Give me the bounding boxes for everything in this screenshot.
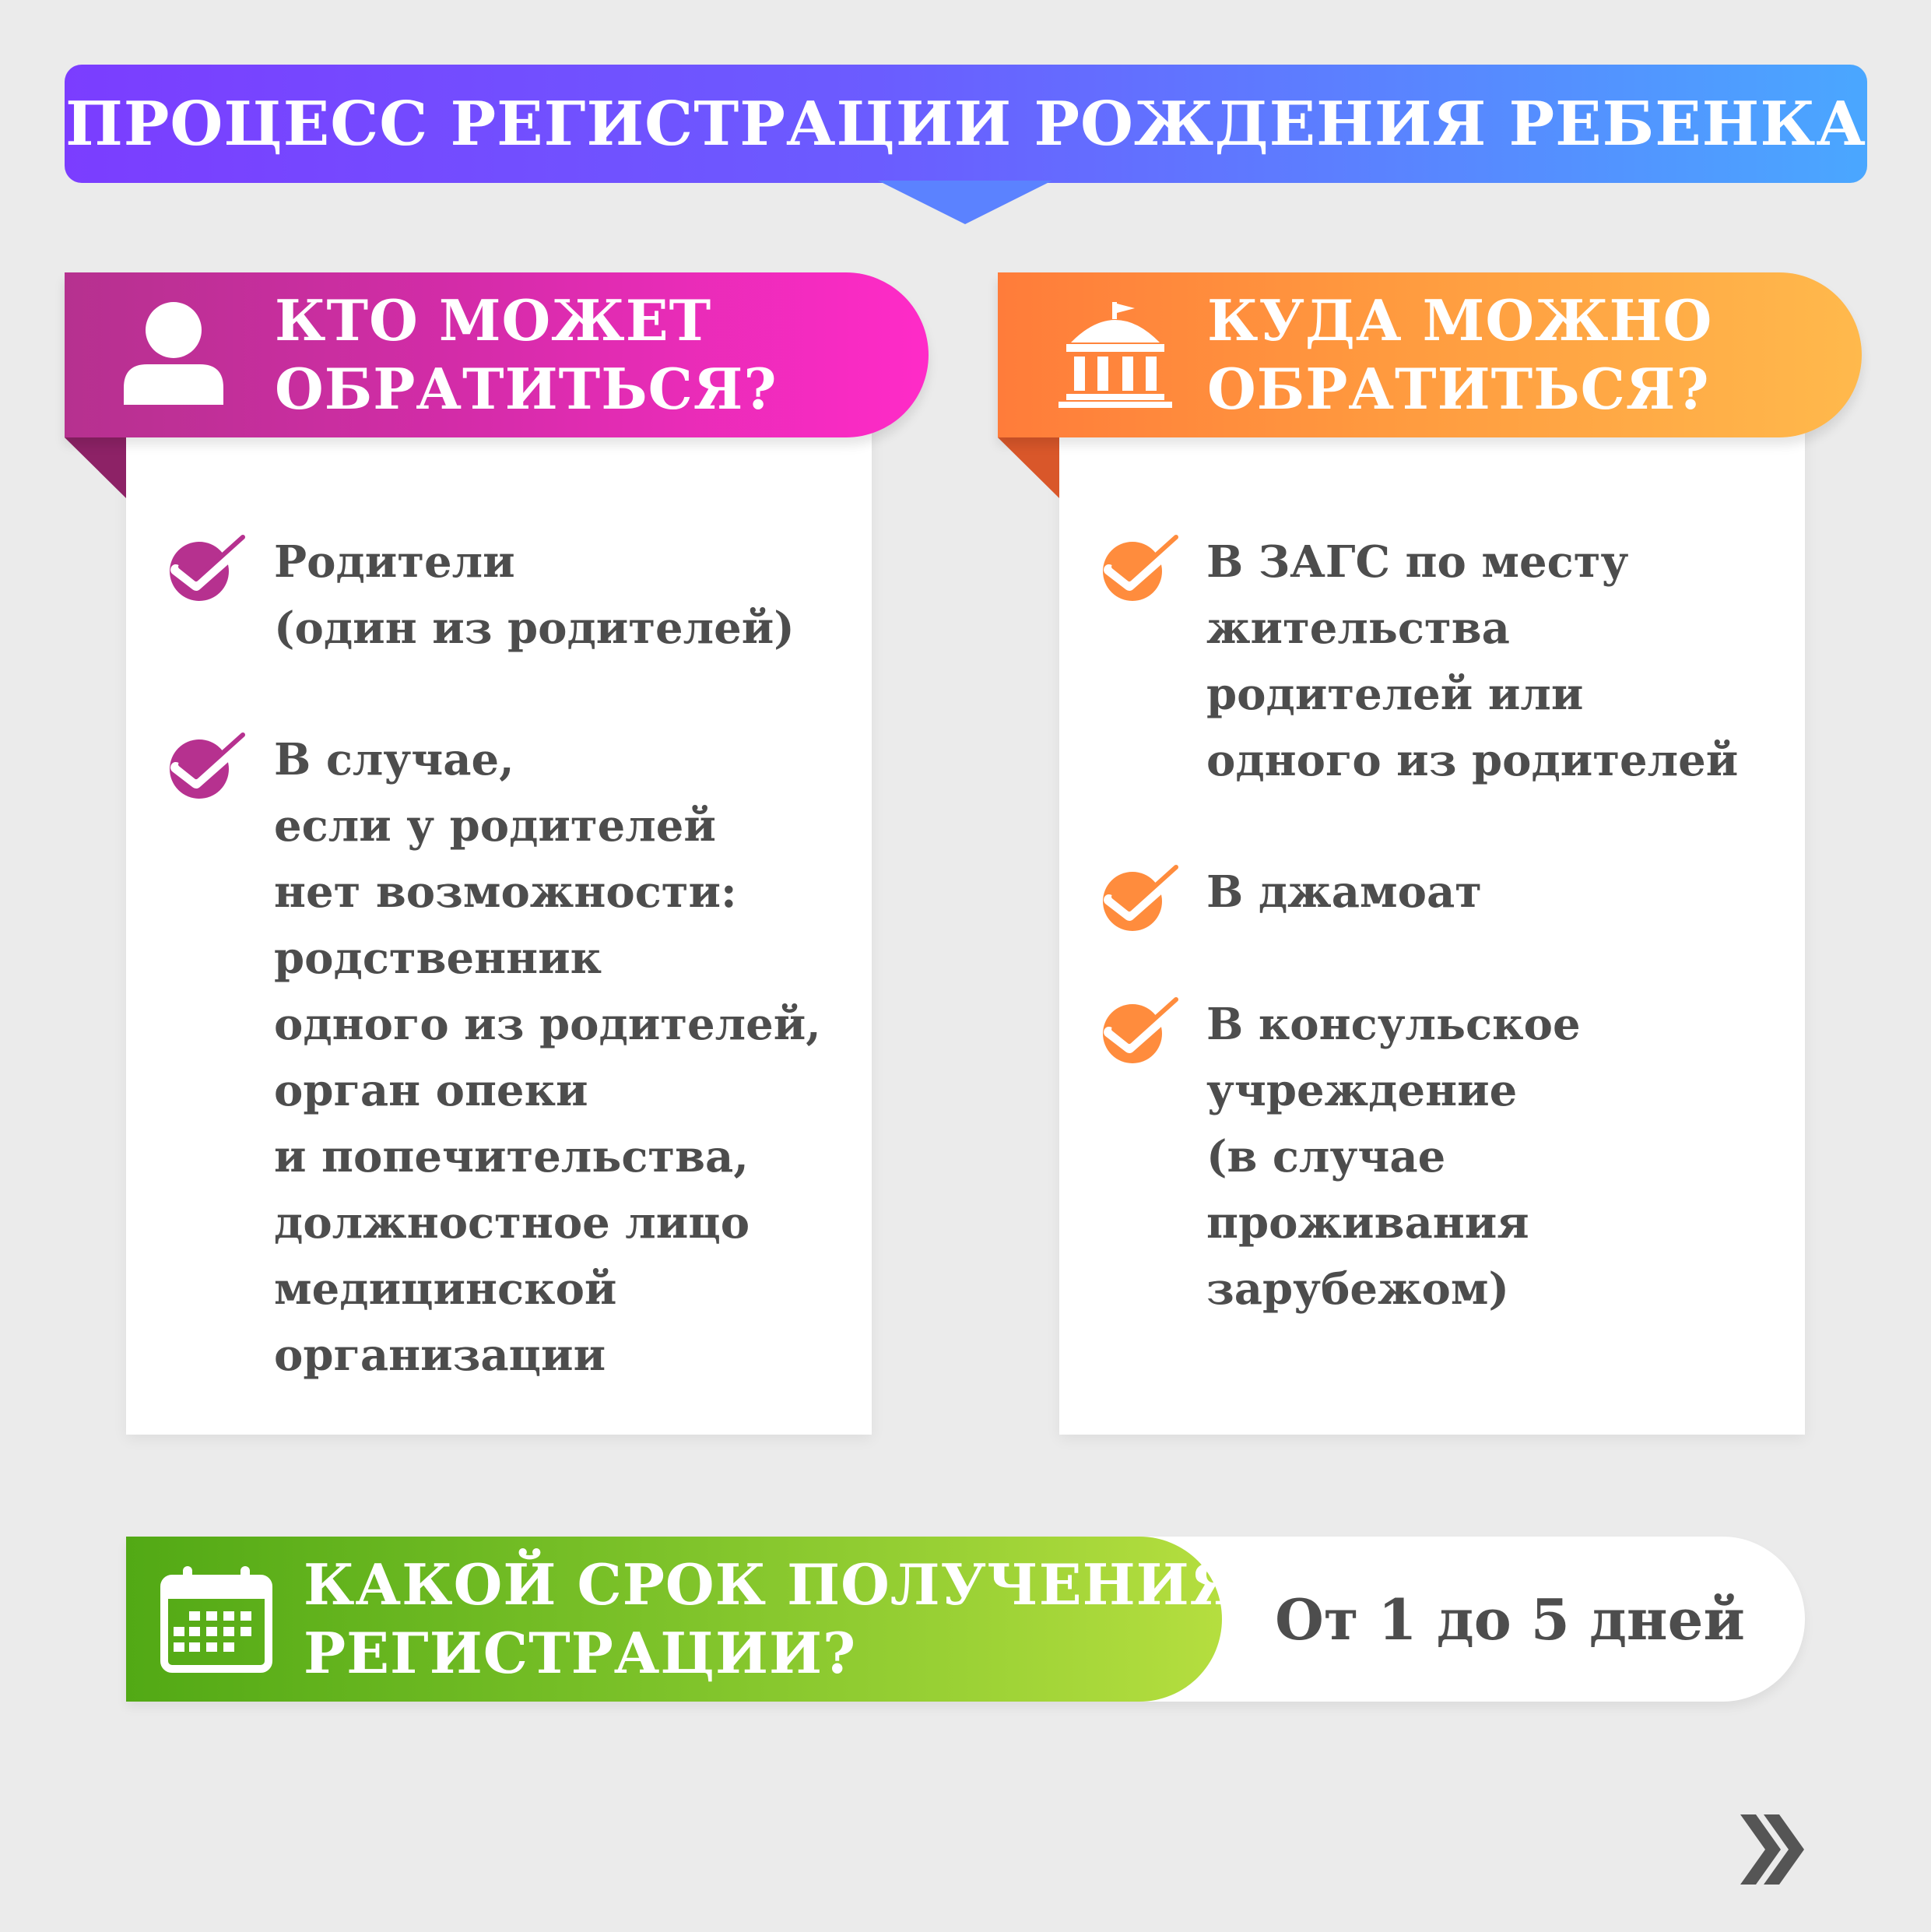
title-banner [65, 65, 1867, 183]
who-heading-line2: ОБРАТИТЬСЯ? [275, 356, 778, 422]
who-item-others: В случае, если у родителей нет возможности: родственник одного из родителей, орган опеки и попечительства, должностное лицо медицинской организации [274, 734, 821, 1381]
where-banner-fold [998, 437, 1059, 498]
who-item-parents: Родители (один из родителей) [274, 536, 795, 654]
term-label [304, 1551, 1240, 1688]
check-icon [162, 531, 255, 601]
where-item-zags: В ЗАГС по месту жительства родителей или одного из родителей [1206, 536, 1739, 786]
check-icon [162, 729, 255, 799]
next-arrows-icon[interactable] [1737, 1808, 1809, 1891]
where-heading [1207, 286, 1712, 423]
where-heading-line1: КУДА МОЖНО [1207, 287, 1713, 353]
page-title: ПРОЦЕСС РЕГИСТРАЦИИ РОЖДЕНИЯ РЕБЕНКА [65, 88, 1866, 160]
who-heading-line1: КТО МОЖЕТ [275, 287, 712, 353]
government-building-icon [1057, 300, 1174, 409]
term-label-line1: КАКОЙ СРОК ПОЛУЧЕНИЯ [304, 1551, 1241, 1618]
person-icon [119, 300, 228, 409]
where-heading-line2: ОБРАТИТЬСЯ? [1207, 356, 1710, 422]
check-icon [1095, 531, 1188, 601]
title-pointer [878, 181, 1052, 224]
term-label-line2: РЕГИСТРАЦИИ? [304, 1620, 857, 1686]
who-heading [275, 286, 778, 423]
who-banner-fold [65, 437, 126, 498]
check-icon [1095, 993, 1188, 1063]
where-banner [998, 272, 1862, 437]
who-banner [65, 272, 929, 437]
term-value: От 1 до 5 дней [1275, 1586, 1745, 1653]
where-item-consulate: В консульское учреждение (в случае проживания зарубежом) [1206, 999, 1581, 1315]
check-icon [1095, 861, 1188, 931]
calendar-icon [160, 1565, 273, 1674]
where-item-jamoat: В джамоат [1206, 866, 1482, 918]
